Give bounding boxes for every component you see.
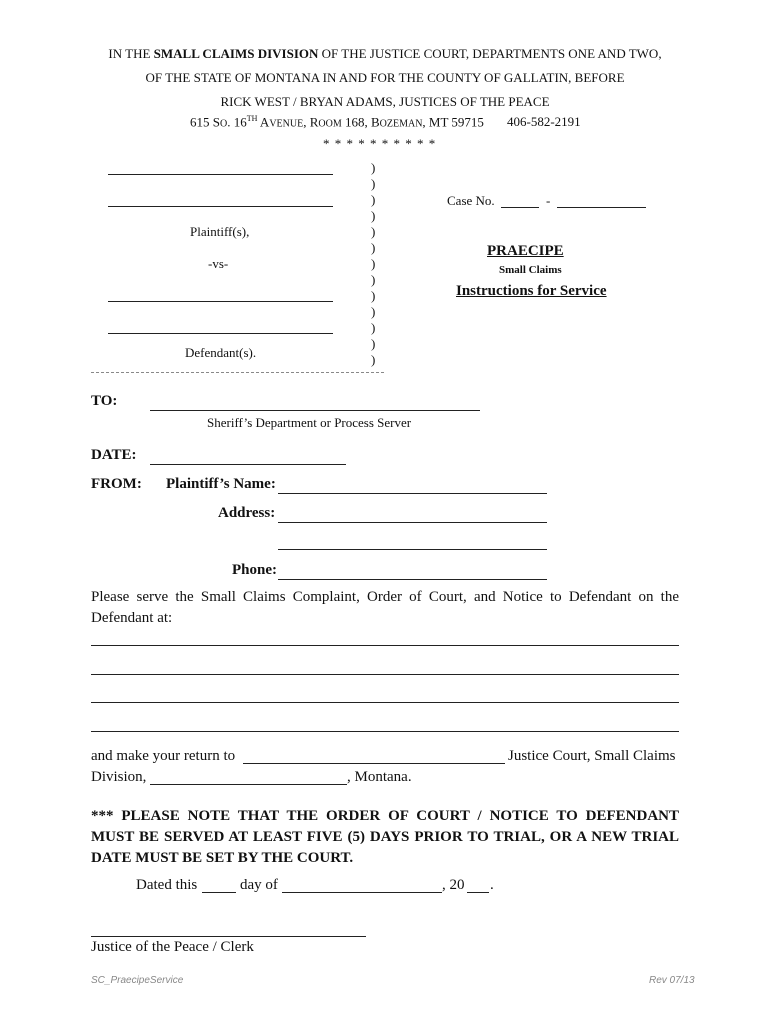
defendant-name-field-2[interactable]: [108, 317, 333, 333]
from-label: FROM:: [91, 476, 142, 492]
court-header-line-1: IN THE SMALL CLAIMS DIVISION OF THE JUSTICE COURT, DEPARTMENTS ONE AND TWO,: [108, 46, 662, 61]
defendant-address-field-4[interactable]: [91, 715, 679, 731]
case-no-label: Case No.: [447, 193, 495, 208]
phone-label: Phone:: [232, 562, 277, 578]
to-field[interactable]: [150, 394, 480, 410]
year-prefix: , 20: [442, 877, 465, 893]
defendant-line-1: [108, 301, 333, 302]
document-title: PRAECIPE: [487, 243, 564, 259]
defendant-address-line-1: [91, 645, 679, 646]
address-field-2[interactable]: [278, 533, 547, 549]
address-field-1[interactable]: [278, 506, 547, 522]
defendant-line-2: [108, 333, 333, 334]
dated-day-line: [202, 892, 236, 893]
defendant-name-field-1[interactable]: [108, 285, 333, 301]
document-subtitle: Small Claims: [499, 264, 562, 276]
dated-day-field[interactable]: [202, 877, 236, 893]
dated-year-line: [467, 892, 489, 893]
address-line-1: [278, 522, 547, 523]
instructions-title: Instructions for Service: [456, 283, 607, 299]
vs-label: -vs-: [208, 256, 229, 271]
court-phone: 406-582-2191: [507, 114, 581, 129]
plaintiff-line-2: [108, 206, 333, 207]
date-line: [150, 464, 346, 465]
to-line: [150, 410, 480, 411]
plaintiff-name-field-2[interactable]: [108, 190, 333, 206]
dated-year-field[interactable]: [467, 877, 489, 893]
plaintiffs-label: Plaintiff(s),: [190, 224, 250, 239]
signature-field[interactable]: [91, 920, 366, 936]
return-suffix: Justice Court, Small Claims: [508, 748, 676, 764]
day-of-label: day of: [240, 877, 278, 893]
to-caption: Sheriff’s Department or Process Server: [207, 415, 412, 430]
date-label: DATE:: [91, 447, 137, 463]
return-court-line: [243, 763, 505, 764]
plaintiff-line-1: [108, 174, 333, 175]
court-header-line-2: OF THE STATE OF MONTANA IN AND FOR THE COUNTY OF GALLATIN, BEFORE: [145, 70, 625, 85]
division-field[interactable]: [150, 769, 347, 785]
form-id-footer: SC_PraecipeService: [91, 975, 184, 986]
defendant-address-field-3[interactable]: [91, 686, 679, 702]
signature-label: Justice of the Peace / Clerk: [91, 939, 254, 955]
defendant-address-line-4: [91, 731, 679, 732]
dated-month-line: [282, 892, 442, 893]
phone-field[interactable]: [278, 563, 547, 579]
division-prefix: Division,: [91, 769, 147, 785]
defendant-address-field-2[interactable]: [91, 658, 679, 674]
signature-line: [91, 936, 366, 937]
phone-line: [278, 579, 547, 580]
defendants-label: Defendant(s).: [185, 345, 257, 360]
return-prefix: and make your return to: [91, 748, 236, 764]
dated-this-label: Dated this: [136, 877, 198, 893]
case-no-line-1: [501, 207, 539, 208]
to-label: TO:: [91, 393, 118, 409]
case-no-line-2: [557, 207, 646, 208]
service-notice: *** PLEASE NOTE THAT THE ORDER OF COURT / NOTICE TO DEFENDANT MUST BE SERVED AT LEAST FIVE (5) DAYS PRIOR TO TRIAL, OR A NEW TRIAL DATE MUST BE SET BY THE COURT.: [91, 808, 679, 866]
defendant-address-field-1[interactable]: [91, 629, 679, 645]
case-no-dash: -: [546, 193, 551, 208]
caption-divider: [91, 372, 384, 373]
address-label: Address:: [218, 505, 276, 521]
court-address: 615 SO. 16TH AVENUE, ROOM 168, BOZEMAN, MT 59715: [190, 114, 484, 130]
revision-footer: Rev 07/13: [649, 975, 695, 986]
return-court-field[interactable]: [243, 748, 505, 764]
plaintiff-name-field-1[interactable]: [108, 158, 333, 174]
division-suffix: , Montana.: [347, 769, 412, 785]
plaintiff-name-label: Plaintiff’s Name:: [166, 476, 276, 492]
division-line: [150, 784, 347, 785]
court-header-line-3: RICK WEST / BRYAN ADAMS, JUSTICES OF THE PEACE: [220, 94, 550, 109]
address-line-2: [278, 549, 547, 550]
from-plaintiff-name-line: [278, 493, 547, 494]
dated-period: .: [490, 877, 494, 893]
serve-instructions: Please serve the Small Claims Complaint, Order of Court, and Notice to Defendant on the Defendant at:: [91, 589, 679, 626]
dated-month-field[interactable]: [282, 877, 442, 893]
defendant-address-line-3: [91, 702, 679, 703]
small-claims-division: SMALL CLAIMS DIVISION: [153, 46, 319, 61]
header-stars: * * * * * * * * * *: [323, 136, 437, 151]
date-field[interactable]: [150, 448, 346, 464]
from-plaintiff-name-field[interactable]: [278, 477, 547, 493]
defendant-address-line-2: [91, 674, 679, 675]
